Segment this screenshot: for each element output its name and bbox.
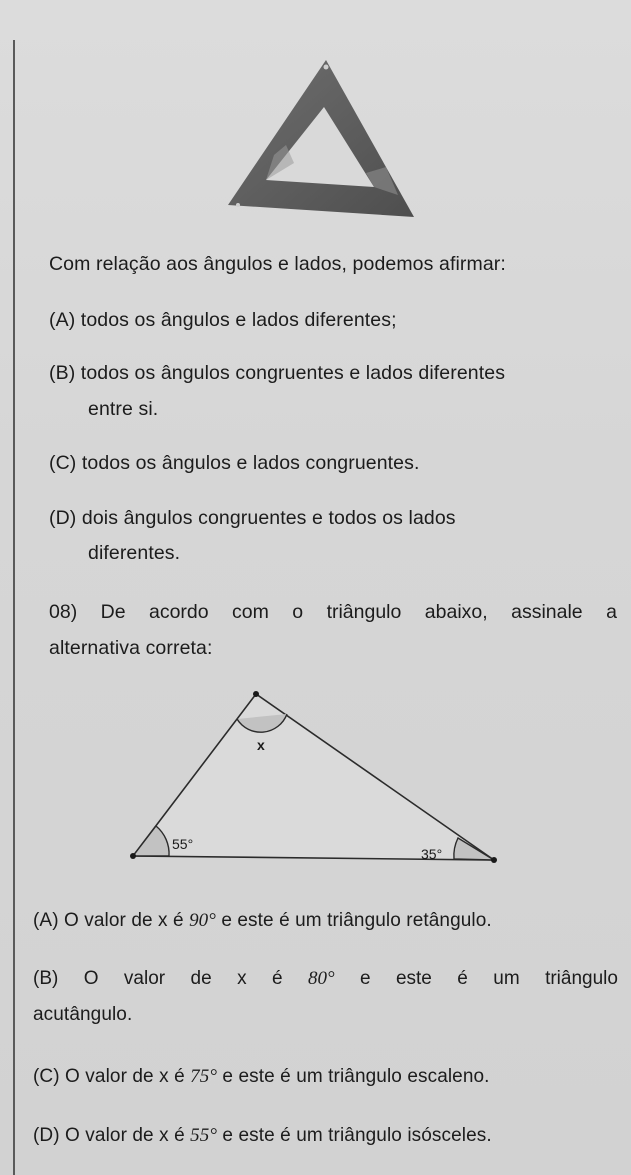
q8-option-b-word: (B) [33,968,59,989]
q8-option-a-value: 90° [189,910,216,931]
q8-statement-word: 08) [49,601,78,623]
q8-option-c [33,1065,490,1089]
warning-triangle-image [226,55,416,220]
q8-option-b-word: de [190,968,212,989]
margin-line [13,40,15,1175]
q8-option-b-word: 80° [307,968,335,989]
q8-statement-word: assinale [511,601,583,623]
q8-statement-word: com [232,601,269,623]
q8-option-b-word: x [237,968,247,989]
q8-statement-word: triângulo [326,601,402,623]
question-08-statement-line1 [49,600,617,624]
vertex-right [491,857,497,863]
q8-option-d-value: 55° [190,1125,218,1146]
q8-option-c-before: (C) O valor de x é [33,1066,191,1087]
triangle-figure [125,688,505,878]
q8-option-d-after: e este é um triângulo isósceles. [217,1125,492,1146]
right-angle-label: 35° [421,846,443,862]
q8-option-a [33,909,492,933]
q8-option-b-line1 [33,967,618,991]
q8-option-b-word: triângulo [545,968,618,989]
option-a: (A) todos os ângulos e lados diferentes; [49,309,397,331]
q8-option-d [33,1124,492,1148]
q8-option-a-after: e este é um triângulo retângulo. [215,910,492,931]
top-angle-label: x [257,737,265,753]
q8-statement-word: a [606,601,617,623]
q8-statement-word: De [100,601,126,623]
q8-option-c-after: e este é um triângulo escaleno. [217,1066,490,1087]
q8-statement-word: acordo [148,601,209,623]
option-b-line1: (B) todos os ângulos congruentes e lados diferentes [49,362,506,384]
right-angle-arc [454,838,494,860]
question-statement: Com relação aos ângulos e lados, podemos afirmar: [49,253,506,275]
q8-option-b-word: e [359,968,371,989]
q8-option-d-before: (D) O valor de x é [33,1125,191,1146]
option-d-line1: (D) dois ângulos congruentes e todos os lados [49,507,456,529]
q8-option-b-word: este [395,968,432,989]
q8-option-b-word: um [493,968,520,989]
q8-option-c-value: 75° [190,1066,218,1087]
q8-option-b-word: valor [123,968,166,989]
question-08-statement-line2: alternativa correta: [49,637,213,659]
vertex-top [253,691,259,697]
q8-option-b-word: O [83,968,99,989]
q8-option-b-word: é [457,968,468,989]
q8-statement-word: abaixo, [424,601,488,623]
q8-option-a-before: (A) O valor de x é [33,910,190,931]
option-b-line2: entre si. [88,398,159,420]
left-angle-label: 55° [172,836,194,852]
option-c: (C) todos os ângulos e lados congruentes. [49,452,420,474]
vertex-left [130,853,136,859]
q8-option-b-line2: acutângulo. [33,1004,133,1025]
option-d-line2: diferentes. [88,542,181,564]
q8-statement-word: o [292,601,304,623]
q8-option-b-word: é [271,968,283,989]
